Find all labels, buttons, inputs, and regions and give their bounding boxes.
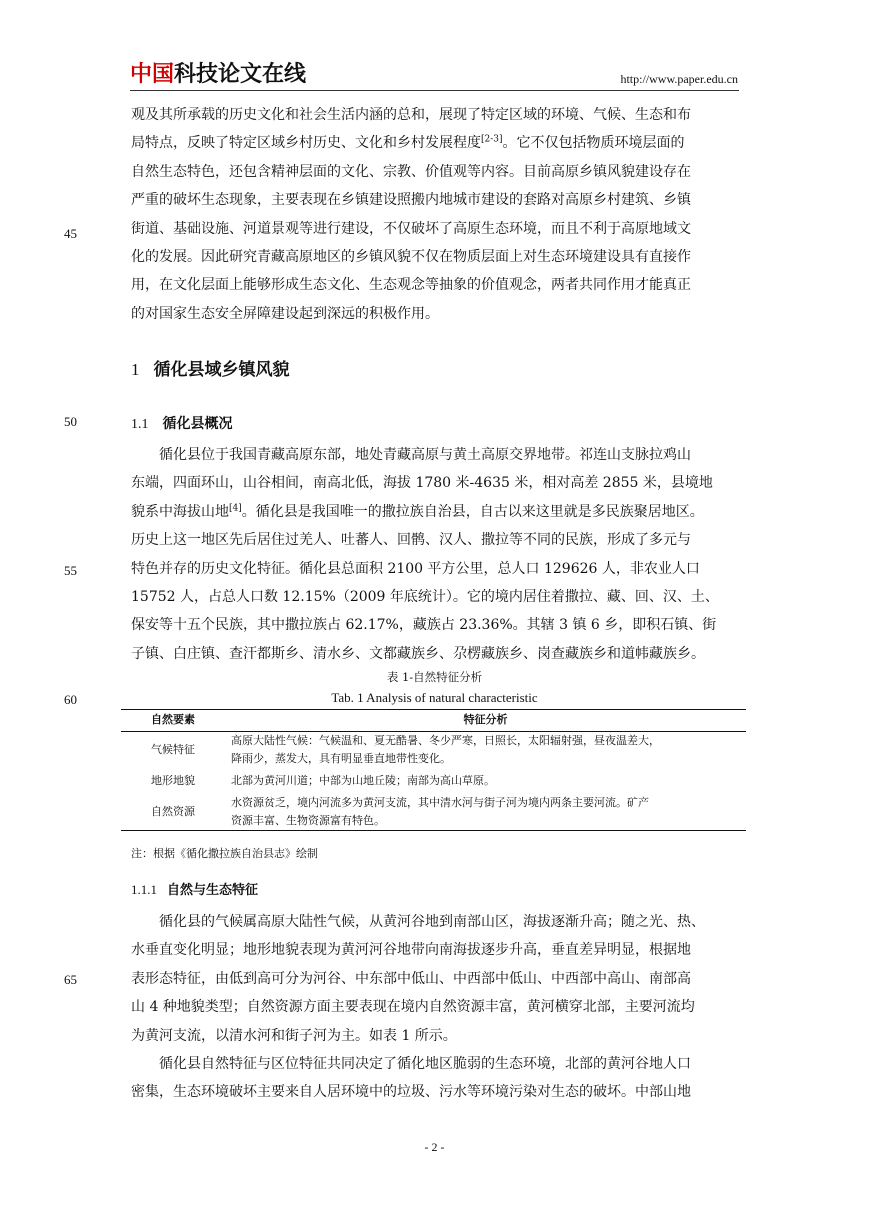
- journal-logo: [130, 62, 306, 88]
- text-line: [131, 498, 738, 526]
- line-number: 55: [64, 563, 77, 578]
- text-line: 保安等十五个民族，其中撒拉族占 62.17%，藏族占 23.36%。其辖 3 镇 6 乡，即积石镇、街: [131, 617, 717, 634]
- text-line: 化的发展。因此研究青藏高原地区的乡镇风貌不仅在物质层面上对生态环境建设具有直接作: [131, 249, 691, 266]
- text-line: 为黄河支流，以清水河和街子河为主。如表 1 所示。: [131, 1027, 457, 1044]
- text-line: 子镇、白庄镇、查汗都斯乡、清水乡、文都藏族乡、尕楞藏族乡、岗查藏族乡和道帏藏族乡。: [131, 645, 705, 662]
- table-row: [121, 768, 746, 794]
- subsection-number: 1.1: [131, 417, 149, 432]
- citation[interactable]: [2-3]: [481, 134, 503, 145]
- text-span: 。循化县是我国唯一的撒拉族自治县，自古以来这里就是多民族聚居地区。: [241, 503, 704, 520]
- table-cell-key: 气候特征: [151, 743, 195, 756]
- logo-black-text: 科技论文在线: [174, 62, 307, 87]
- table-caption-cn: 表 1-自然特征分析: [386, 670, 483, 684]
- text-line: 15752 人，占总人口数 12.15%（2009 年底统计）。它的境内居住着撒拉、藏、回、汉、土、: [131, 589, 719, 606]
- table-header-row: [121, 710, 746, 732]
- table-cell-value: [225, 732, 746, 769]
- table-note: 注：根据《循化撒拉族自治县志》绘制: [131, 847, 318, 860]
- section-number: 1: [131, 360, 140, 379]
- citation[interactable]: [4]: [229, 503, 242, 514]
- text-line: 自然生态特色，还包含精神层面的文化、宗教、价值观等内容。目前高原乡镇风貌建设存在: [131, 163, 691, 180]
- section-heading: [131, 355, 290, 380]
- text-line: 街道、基础设施、河道景观等进行建设，不仅破坏了高原生态环境，而且不利于高原地域文: [131, 220, 691, 237]
- section-title: 循化县域乡镇风貌: [153, 360, 290, 380]
- text-line: 循化县的气候属高原大陆性气候，从黄河谷地到南部山区，海拔逐渐升高；随之光、热、: [159, 914, 705, 930]
- text-line: 东端，四面环山，山谷相间，南高北低，海拔 1780 米-4635 米，相对高差 2855 米，县境地: [131, 475, 713, 492]
- ecology-paragraph: [131, 908, 738, 1107]
- subsubsection-title: 自然与生态特征: [167, 883, 259, 898]
- subsubsection-number: 1.1.1: [131, 882, 157, 897]
- text-line: 循化县自然特征与区位特征共同决定了循化地区脆弱的生态环境，北部的黄河谷地人口: [159, 1056, 691, 1073]
- header-rule: [130, 90, 739, 91]
- intro-paragraph: [131, 101, 738, 328]
- text-line: 观及其所承载的历史文化和社会生活内涵的总和，展现了特定区域的环境、气候、生态和布: [131, 107, 691, 123]
- text-line: 严重的破坏生态现象，主要表现在乡镇建设照搬内地城市建设的套路对高原乡村建筑、乡镇: [131, 192, 691, 209]
- text-span: 貌系中海拔山地: [131, 503, 229, 520]
- text-line: 水垂直变化明显；地形地貌表现为黄河河谷地带向南海拔逐步升高，垂直差异明显，根据地: [131, 942, 691, 959]
- page-number: - 2 -: [424, 1140, 445, 1154]
- text-line: 用，在文化层面上能够形成生态文化、生态观念等抽象的价值观念，两者共同作用才能真正: [131, 277, 691, 294]
- text-line: 历史上这一地区先后居住过羌人、吐蕃人、回鹘、汉人、撒拉等不同的民族，形成了多元与: [131, 532, 691, 549]
- cell-line: 高原大陆性气候：气候温和、夏无酷暑、冬少严寒，日照长，太阳辐射强，昼夜温差大，: [231, 734, 660, 747]
- table-header-cell: 特征分析: [225, 710, 746, 732]
- table-caption-en: Tab. 1 Analysis of natural characteristic: [331, 690, 538, 705]
- subsubsection-heading: [131, 879, 258, 898]
- line-number: 60: [64, 692, 77, 707]
- text-span: 局特点，反映了特定区域乡村历史、文化和乡村发展程度: [131, 135, 481, 152]
- text-line: 的对国家生态安全屏障建设起到深远的积极作用。: [131, 305, 439, 322]
- text-line: 密集，生态环境破坏主要来自人居环境中的垃圾、污水等环境污染对生态的破坏。中部山地: [131, 1084, 691, 1101]
- overview-paragraph: [131, 441, 738, 668]
- cell-line: 降雨少，蒸发大，具有明显垂直地带性变化。: [231, 752, 451, 765]
- table-row: [121, 732, 746, 769]
- table-header-cell: 自然要素: [121, 710, 225, 732]
- text-line: 山 4 种地貌类型；自然资源方面主要表现在境内自然资源丰富，黄河横穿北部，主要河流均: [131, 999, 695, 1016]
- table-cell-key: 自然资源: [121, 794, 225, 831]
- logo-red-text: 中国: [130, 62, 175, 87]
- subsection-title: 循化县概况: [162, 416, 233, 432]
- text-line: 特色并存的历史文化特征。循化县总面积 2100 平方公里，总人口 129626 人，非农业人口: [131, 560, 700, 577]
- natural-characteristics-table: [121, 709, 746, 831]
- table-row: [121, 794, 746, 831]
- subsection-heading: [131, 413, 233, 433]
- line-number: 45: [64, 226, 77, 241]
- table-cell-key: 地形地貌: [151, 774, 195, 787]
- text-line: [131, 129, 738, 157]
- table-cell-value: 北部为黄河川道；中部为山地丘陵；南部为高山草原。: [231, 774, 495, 787]
- line-number: 50: [64, 414, 77, 429]
- text-line: 循化县位于我国青藏高原东部，地处青藏高原与黄土高原交界地带。祁连山支脉拉鸡山: [159, 447, 691, 463]
- text-line: 表形态特征，由低到高可分为河谷、中东部中低山、中西部中低山、中西部中高山、南部高: [131, 970, 691, 987]
- text-span: 。它不仅包括物质环境层面的: [502, 135, 685, 152]
- header-url[interactable]: http://www.paper.edu.cn: [620, 72, 738, 86]
- cell-line: 资源丰富、生物资源富有特色。: [231, 814, 385, 827]
- table-cell-value: [225, 794, 746, 831]
- cell-line: 水资源贫乏，境内河流多为黄河支流，其中清水河与街子河为境内两条主要河流。矿产: [231, 796, 649, 809]
- line-number: 65: [64, 972, 77, 987]
